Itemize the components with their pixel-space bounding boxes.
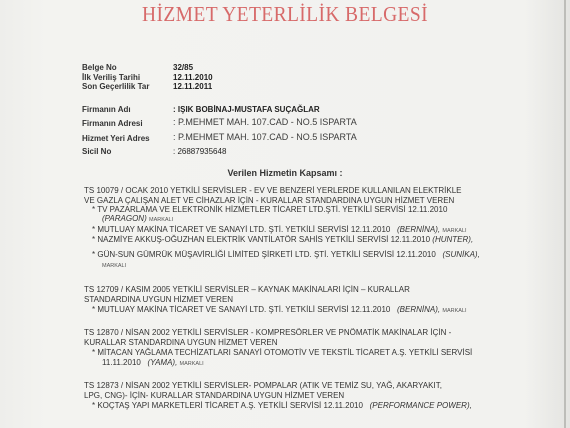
field-label-son-gecerlilik: Son Geçerlilik Tar <box>82 82 150 91</box>
service-item: * MUTLUAY MAKİNA TİCARET VE SANAYİ LTD. ŞTİ. YETKİLİ SERVİSİ 12.11.2010 (BERNİNA), MARKALI <box>92 305 467 314</box>
section-title: Verilen Hizmetin Kapsamı : <box>227 168 343 178</box>
standard-line: STANDARDINA UYGUN HİZMET VEREN <box>84 295 234 304</box>
field-value-sicil-no: : 26887935648 <box>173 147 227 156</box>
markali-label: MARKALI <box>442 228 467 234</box>
service-item: * TV PAZARLAMA VE ELEKTRONİK HİZMETLER TİCARET LTD.ŞTİ. YETKİLİ SERVİSİ 12.11.2010 <box>92 205 448 214</box>
service-item: * GÜN-SUN GÜMRÜK MÜŞAVİRLİĞİ LİMİTED ŞİRKETİ LTD. ŞTİ. YETKİLİ SERVİSİ 12.11.2010 (SUNİKA), <box>92 250 480 259</box>
brand-name: (SUNİKA), <box>442 250 480 259</box>
markali-label: MARKALI <box>179 361 204 367</box>
service-text: MUTLUAY MAKİNA TİCARET VE SANAYİ LTD. ŞTİ. YETKİLİ SERVİSİ 12.11.2010 <box>97 305 391 314</box>
standard-line: LPG, CNG)- İÇİN- KURALLAR STANDARDINA UYGUN HİZMET VEREN <box>84 391 345 400</box>
service-text: MUTLUAY MAKİNA TİCARET VE SANAYİ LTD. ŞTİ. YETKİLİ SERVİSİ 12.11.2010 <box>97 225 391 234</box>
document-title: HİZMET YETERLİLİK BELGESİ <box>142 2 428 26</box>
brand-name: (PERFORMANCE POWER), <box>369 401 472 410</box>
markali-label: MARKALI <box>442 308 467 314</box>
field-label-hizmet-yeri: Hizmet Yeri Adres <box>82 134 150 143</box>
standard-line: KURALLAR STANDARDINA UYGUN HİZMET VEREN <box>84 338 278 347</box>
service-item: * KOÇTAŞ YAPI MARKETLERİ TİCARET A.Ş. YETKİLİ SERVİSİ 12.11.2010 (PERFORMANCE POWER), <box>92 401 472 410</box>
brand-name: (HUNTER), <box>432 235 474 244</box>
field-label-ilk-verilis: İlk Veriliş Tarihi <box>82 73 141 82</box>
service-item: * NAZMİYE AKKUŞ-OĞUZHAN ELEKTRİK VANTİLATÖR SAHİS YETKİLİ SERVİSİ 12.11.2010 (HUNTER), <box>92 235 474 244</box>
service-item: * MUTLUAY MAKİNA TİCARET VE SANAYİ LTD. ŞTİ. YETKİLİ SERVİSİ 12.11.2010 (BERNİNA), MARKALI <box>92 225 467 234</box>
brand-name: (BERNİNA), <box>397 305 441 314</box>
service-item-cont <box>102 214 173 225</box>
service-date: 11.11.2010 <box>102 358 141 367</box>
brand-name: (BERNİNA), <box>397 225 441 234</box>
field-value-ilk-verilis: 12.11.2010 <box>173 73 213 82</box>
field-label-firma-adi: Firmanın Adı <box>82 105 131 114</box>
service-text: GÜN-SUN GÜMRÜK MÜŞAVİRLİĞİ LİMİTED ŞİRKETİ LTD. ŞTİ. YETKİLİ SERVİSİ 12.11.2010 <box>97 250 436 259</box>
service-text: NAZMİYE AKKUŞ-OĞUZHAN ELEKTRİK VANTİLATÖR SAHİS YETKİLİ SERVİSİ 12.11.2010 <box>97 235 431 244</box>
field-label-belge-no: Belge No <box>82 63 117 72</box>
service-item: * MİTACAN YAĞLAMA TECHİZATLARI SANAYİ OTOMOTİV VE TEKSTİL TİCARET A.Ş. YETKİLİ SERVİSİ <box>92 348 473 357</box>
field-value-son-gecerlilik: 12.11.2011 <box>173 82 213 91</box>
field-value-firma-adi: : IŞIK BOBİNAJ-MUSTAFA SUÇAĞLAR <box>173 105 320 114</box>
service-text: MİTACAN YAĞLAMA TECHİZATLARI SANAYİ OTOMOTİV VE TEKSTİL TİCARET A.Ş. YETKİLİ SERVİSİ <box>97 348 473 357</box>
service-text: KOÇTAŞ YAPI MARKETLERİ TİCARET A.Ş. YETKİLİ SERVİSİ 12.11.2010 <box>97 401 363 410</box>
field-label-firma-adresi: Firmanın Adresi <box>82 119 143 128</box>
standard-line: TS 12873 / NİSAN 2002 YETKİLİ SERVİSLER- POMPALAR (ATIK VE TEMİZ SU, YAĞ, AKARYAKIT, <box>84 381 442 390</box>
service-text: TV PAZARLAMA VE ELEKTRONİK HİZMETLER TİCARET LTD.ŞTİ. YETKİLİ SERVİSİ 12.11.2010 <box>97 205 448 214</box>
markali-label: MARKALI <box>102 263 127 269</box>
standard-line: VE GAZLA ÇALIŞAN ALET VE CİHAZLAR İÇİN - KURALLAR STANDARDINA UYGUN HİZMET VEREN <box>84 196 455 205</box>
markali-label: MARKALI <box>148 217 174 223</box>
brand-name: (YAMA), <box>147 358 178 367</box>
brand-name: (PARAGON) <box>102 214 147 223</box>
standard-line: TS 10079 / OCAK 2010 YETKİLİ SERVİSLER - EV VE BENZERİ YERLERDE KULLANILAN ELEKTRİKLE <box>84 186 462 195</box>
service-item-cont <box>102 358 204 369</box>
service-item-cont <box>102 260 126 271</box>
standard-line: TS 12870 / NİSAN 2002 YETKİLİ SERVİSLER - KOMPRESÖRLER VE PNÖMATİK MAKİNALAR İÇİN - <box>84 328 452 337</box>
field-value-hizmet-yeri: : P.MEHMET MAH. 107.CAD - NO.5 ISPARTA <box>173 132 357 142</box>
field-label-sicil-no: Sicil No <box>82 147 112 156</box>
standard-line: TS 12709 / KASIM 2005 YETKİLİ SERVİSLER – KAYNAK MAKİNALARI İÇİN – KURALLAR <box>84 285 410 294</box>
paper-edge <box>564 0 566 428</box>
field-value-firma-adresi: : P.MEHMET MAH. 107.CAD - NO.5 ISPARTA <box>173 117 357 127</box>
field-value-belge-no: 32/85 <box>173 63 194 72</box>
